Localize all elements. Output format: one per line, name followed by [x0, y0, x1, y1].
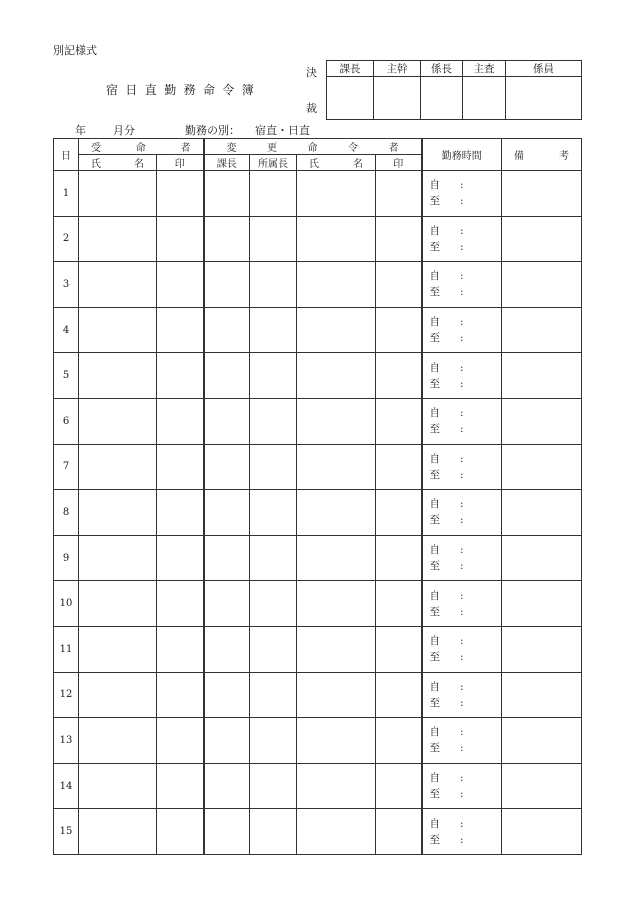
time-from-label: 自 — [429, 407, 440, 420]
time-from-label: 自 — [429, 635, 440, 648]
time-colon: : — [460, 468, 464, 481]
remarks-cell[interactable] — [502, 262, 582, 308]
commander-name-cell[interactable] — [297, 672, 376, 718]
commander-seal-cell[interactable] — [376, 216, 422, 262]
kessai-label-bottom: 裁 — [306, 102, 317, 115]
commander-seal-cell[interactable] — [376, 535, 422, 581]
recipient-name-cell[interactable] — [79, 490, 157, 536]
dept-head-cell[interactable] — [250, 809, 297, 855]
time-to-label: 至 — [429, 742, 440, 755]
section-chief-cell[interactable] — [204, 718, 250, 764]
day-number: 7 — [54, 444, 79, 490]
dept-head-cell[interactable] — [250, 307, 297, 353]
commander-seal-cell[interactable] — [376, 672, 422, 718]
day-number: 5 — [54, 353, 79, 399]
section-chief-cell[interactable] — [204, 809, 250, 855]
day-number: 14 — [54, 763, 79, 809]
commander-name-cell[interactable] — [297, 262, 376, 308]
commander-name-cell[interactable] — [297, 307, 376, 353]
section-chief-cell[interactable] — [204, 444, 250, 490]
recipient-seal-cell[interactable] — [157, 353, 204, 399]
form-label: 別記様式 — [53, 44, 97, 57]
time-colon: : — [460, 651, 464, 664]
time-colon: : — [460, 332, 464, 345]
recipient-seal-cell[interactable] — [157, 171, 204, 217]
dept-head-cell[interactable] — [250, 672, 297, 718]
work-time-cell[interactable] — [422, 672, 502, 718]
time-colon: : — [460, 772, 464, 785]
section-chief-cell[interactable] — [204, 490, 250, 536]
day-number: 9 — [54, 535, 79, 581]
time-from-label: 自 — [429, 680, 440, 693]
table-row — [54, 535, 582, 581]
dept-head-cell[interactable] — [250, 581, 297, 627]
dept-head-cell[interactable] — [250, 353, 297, 399]
approval-seal-cell[interactable] — [421, 77, 463, 120]
day-number: 10 — [54, 581, 79, 627]
time-colon: : — [460, 589, 464, 602]
commander-seal-header: 印 — [376, 155, 422, 171]
time-colon: : — [460, 833, 464, 846]
section-chief-cell[interactable] — [204, 353, 250, 399]
section-chief-cell[interactable] — [204, 535, 250, 581]
commander-name-cell[interactable] — [297, 535, 376, 581]
time-to-label: 至 — [429, 833, 440, 846]
remarks-cell[interactable] — [502, 353, 582, 399]
time-to-label: 至 — [429, 514, 440, 527]
time-from-label: 自 — [429, 817, 440, 830]
time-colon: : — [460, 240, 464, 253]
remarks-cell[interactable] — [502, 581, 582, 627]
recipient-seal-cell[interactable] — [157, 216, 204, 262]
table-row — [54, 672, 582, 718]
commander-name-cell[interactable] — [297, 216, 376, 262]
table-row — [54, 444, 582, 490]
time-from-label: 自 — [429, 270, 440, 283]
table-row — [54, 216, 582, 262]
recipient-seal-cell[interactable] — [157, 307, 204, 353]
time-colon: : — [460, 696, 464, 709]
time-colon: : — [460, 316, 464, 329]
duty-type-label: 勤務の別： — [185, 124, 240, 137]
dept-head-cell[interactable] — [250, 171, 297, 217]
day-number: 15 — [54, 809, 79, 855]
remarks-cell[interactable] — [502, 398, 582, 444]
approval-seal-cell[interactable] — [506, 77, 582, 120]
recipient-name-cell[interactable] — [79, 535, 157, 581]
commander-seal-cell[interactable] — [376, 398, 422, 444]
table-row — [54, 626, 582, 672]
time-from-label: 自 — [429, 316, 440, 329]
section-chief-header: 課長 — [204, 155, 250, 171]
document-title: 宿日直勤務命令簿 — [106, 83, 262, 97]
recipient-name-header: 氏 名 — [79, 155, 157, 171]
time-to-label: 至 — [429, 377, 440, 390]
remarks-cell[interactable] — [502, 490, 582, 536]
recipient-seal-cell[interactable] — [157, 809, 204, 855]
approval-seal-cell[interactable] — [327, 77, 374, 120]
time-to-label: 至 — [429, 286, 440, 299]
recipient-name-cell[interactable] — [79, 216, 157, 262]
recipient-seal-cell[interactable] — [157, 262, 204, 308]
time-from-label: 自 — [429, 179, 440, 192]
remarks-cell[interactable] — [502, 216, 582, 262]
recipient-name-cell[interactable] — [79, 171, 157, 217]
work-time-cell[interactable] — [422, 581, 502, 627]
approval-header-kacho: 課長 — [327, 61, 374, 77]
time-from-label: 自 — [429, 589, 440, 602]
time-from-label: 自 — [429, 452, 440, 465]
remarks-header: 備 考 — [502, 139, 582, 171]
duty-roster-table — [53, 138, 582, 855]
duty-type-value: 宿直・日直 — [255, 124, 310, 137]
kessai-label-top: 決 — [306, 66, 317, 79]
recipient-seal-header: 印 — [157, 155, 204, 171]
dept-head-cell[interactable] — [250, 398, 297, 444]
time-colon: : — [460, 423, 464, 436]
section-chief-cell[interactable] — [204, 262, 250, 308]
table-row — [54, 353, 582, 399]
work-time-cell[interactable] — [422, 535, 502, 581]
recipient-name-cell[interactable] — [79, 809, 157, 855]
time-colon: : — [460, 560, 464, 573]
dept-head-cell[interactable] — [250, 763, 297, 809]
approval-seal-cell[interactable] — [463, 77, 506, 120]
day-number: 13 — [54, 718, 79, 764]
approval-seal-cell[interactable] — [374, 77, 421, 120]
recipient-name-cell[interactable] — [79, 262, 157, 308]
day-number: 12 — [54, 672, 79, 718]
recipient-seal-cell[interactable] — [157, 581, 204, 627]
recipient-name-cell[interactable] — [79, 307, 157, 353]
work-time-cell[interactable] — [422, 353, 502, 399]
dept-head-cell[interactable] — [250, 535, 297, 581]
commander-name-cell[interactable] — [297, 809, 376, 855]
time-colon: : — [460, 788, 464, 801]
work-time-header: 勤務時間 — [422, 139, 502, 171]
commander-seal-cell[interactable] — [376, 307, 422, 353]
approval-box — [326, 60, 582, 120]
work-time-cell[interactable] — [422, 398, 502, 444]
recipient-seal-cell[interactable] — [157, 490, 204, 536]
recipient-seal-cell[interactable] — [157, 398, 204, 444]
section-chief-cell[interactable] — [204, 581, 250, 627]
dept-head-cell[interactable] — [250, 490, 297, 536]
section-chief-cell[interactable] — [204, 626, 250, 672]
work-time-cell[interactable] — [422, 307, 502, 353]
commander-name-cell[interactable] — [297, 718, 376, 764]
recipient-name-cell[interactable] — [79, 626, 157, 672]
time-colon: : — [460, 377, 464, 390]
time-colon: : — [460, 224, 464, 237]
recipient-seal-cell[interactable] — [157, 718, 204, 764]
recipient-seal-cell[interactable] — [157, 535, 204, 581]
commander-name-cell[interactable] — [297, 444, 376, 490]
recipient-name-cell[interactable] — [79, 353, 157, 399]
recipient-header: 受 命 者 — [79, 139, 204, 155]
day-number: 6 — [54, 398, 79, 444]
table-row — [54, 307, 582, 353]
time-colon: : — [460, 452, 464, 465]
work-time-cell[interactable] — [422, 262, 502, 308]
time-to-label: 至 — [429, 560, 440, 573]
time-colon: : — [460, 817, 464, 830]
dept-head-cell[interactable] — [250, 216, 297, 262]
table-row — [54, 262, 582, 308]
time-from-label: 自 — [429, 361, 440, 374]
dept-head-header: 所属長 — [250, 155, 297, 171]
commander-seal-cell[interactable] — [376, 262, 422, 308]
time-colon: : — [460, 544, 464, 557]
time-colon: : — [460, 498, 464, 511]
day-number: 2 — [54, 216, 79, 262]
commander-name-cell[interactable] — [297, 763, 376, 809]
remarks-cell[interactable] — [502, 672, 582, 718]
section-chief-cell[interactable] — [204, 216, 250, 262]
commander-seal-cell[interactable] — [376, 490, 422, 536]
day-number: 1 — [54, 171, 79, 217]
table-row — [54, 718, 582, 764]
time-from-label: 自 — [429, 224, 440, 237]
work-time-cell[interactable] — [422, 718, 502, 764]
work-time-cell[interactable] — [422, 171, 502, 217]
commander-seal-cell[interactable] — [376, 444, 422, 490]
remarks-cell[interactable] — [502, 626, 582, 672]
remarks-cell[interactable] — [502, 307, 582, 353]
time-colon: : — [460, 270, 464, 283]
table-row — [54, 809, 582, 855]
section-chief-cell[interactable] — [204, 672, 250, 718]
work-time-cell[interactable] — [422, 444, 502, 490]
time-colon: : — [460, 680, 464, 693]
commander-name-header: 氏 名 — [297, 155, 376, 171]
approval-header-shukan: 主幹 — [374, 61, 421, 77]
recipient-name-cell[interactable] — [79, 444, 157, 490]
table-row — [54, 763, 582, 809]
recipient-name-cell[interactable] — [79, 398, 157, 444]
recipient-name-cell[interactable] — [79, 672, 157, 718]
commander-name-cell[interactable] — [297, 581, 376, 627]
commander-name-cell[interactable] — [297, 353, 376, 399]
commander-name-cell[interactable] — [297, 490, 376, 536]
work-time-cell[interactable] — [422, 216, 502, 262]
time-from-label: 自 — [429, 498, 440, 511]
remarks-cell[interactable] — [502, 535, 582, 581]
time-colon: : — [460, 286, 464, 299]
time-from-label: 自 — [429, 772, 440, 785]
time-from-label: 自 — [429, 544, 440, 557]
month-label: 月分 — [113, 124, 135, 137]
recipient-name-cell[interactable] — [79, 581, 157, 627]
time-to-label: 至 — [429, 696, 440, 709]
time-to-label: 至 — [429, 195, 440, 208]
recipient-seal-cell[interactable] — [157, 672, 204, 718]
remarks-cell[interactable] — [502, 763, 582, 809]
remarks-cell[interactable] — [502, 171, 582, 217]
time-colon: : — [460, 726, 464, 739]
work-time-cell[interactable] — [422, 490, 502, 536]
commander-seal-cell[interactable] — [376, 763, 422, 809]
commander-seal-cell[interactable] — [376, 626, 422, 672]
time-colon: : — [460, 514, 464, 527]
dept-head-cell[interactable] — [250, 626, 297, 672]
table-row — [54, 490, 582, 536]
time-colon: : — [460, 407, 464, 420]
time-colon: : — [460, 195, 464, 208]
commander-name-cell[interactable] — [297, 626, 376, 672]
time-to-label: 至 — [429, 332, 440, 345]
time-to-label: 至 — [429, 423, 440, 436]
change-commander-header: 変 更 命 令 者 — [204, 139, 422, 155]
section-chief-cell[interactable] — [204, 763, 250, 809]
time-to-label: 至 — [429, 788, 440, 801]
section-chief-cell[interactable] — [204, 307, 250, 353]
day-header: 日 — [54, 139, 79, 171]
time-colon: : — [460, 179, 464, 192]
approval-header-shusa: 主査 — [463, 61, 506, 77]
recipient-seal-cell[interactable] — [157, 626, 204, 672]
work-time-cell[interactable] — [422, 626, 502, 672]
remarks-cell[interactable] — [502, 718, 582, 764]
commander-name-cell[interactable] — [297, 398, 376, 444]
section-chief-cell[interactable] — [204, 171, 250, 217]
dept-head-cell[interactable] — [250, 444, 297, 490]
recipient-seal-cell[interactable] — [157, 763, 204, 809]
recipient-name-cell[interactable] — [79, 763, 157, 809]
commander-seal-cell[interactable] — [376, 581, 422, 627]
day-number: 11 — [54, 626, 79, 672]
section-chief-cell[interactable] — [204, 398, 250, 444]
time-colon: : — [460, 635, 464, 648]
work-time-cell[interactable] — [422, 809, 502, 855]
day-number: 8 — [54, 490, 79, 536]
commander-seal-cell[interactable] — [376, 718, 422, 764]
table-row — [54, 398, 582, 444]
time-to-label: 至 — [429, 468, 440, 481]
time-to-label: 至 — [429, 651, 440, 664]
time-to-label: 至 — [429, 605, 440, 618]
dept-head-cell[interactable] — [250, 262, 297, 308]
approval-header-kakaricho: 係長 — [421, 61, 463, 77]
approval-header-kakariin: 係員 — [506, 61, 582, 77]
commander-seal-cell[interactable] — [376, 353, 422, 399]
time-colon: : — [460, 742, 464, 755]
time-to-label: 至 — [429, 240, 440, 253]
table-row — [54, 581, 582, 627]
commander-seal-cell[interactable] — [376, 809, 422, 855]
time-colon: : — [460, 361, 464, 374]
commander-name-cell[interactable] — [297, 171, 376, 217]
day-number: 4 — [54, 307, 79, 353]
year-label: 年 — [75, 124, 86, 137]
commander-seal-cell[interactable] — [376, 171, 422, 217]
day-number: 3 — [54, 262, 79, 308]
remarks-cell[interactable] — [502, 809, 582, 855]
recipient-name-cell[interactable] — [79, 718, 157, 764]
recipient-seal-cell[interactable] — [157, 444, 204, 490]
work-time-cell[interactable] — [422, 763, 502, 809]
table-row — [54, 171, 582, 217]
time-colon: : — [460, 605, 464, 618]
time-from-label: 自 — [429, 726, 440, 739]
remarks-cell[interactable] — [502, 444, 582, 490]
dept-head-cell[interactable] — [250, 718, 297, 764]
